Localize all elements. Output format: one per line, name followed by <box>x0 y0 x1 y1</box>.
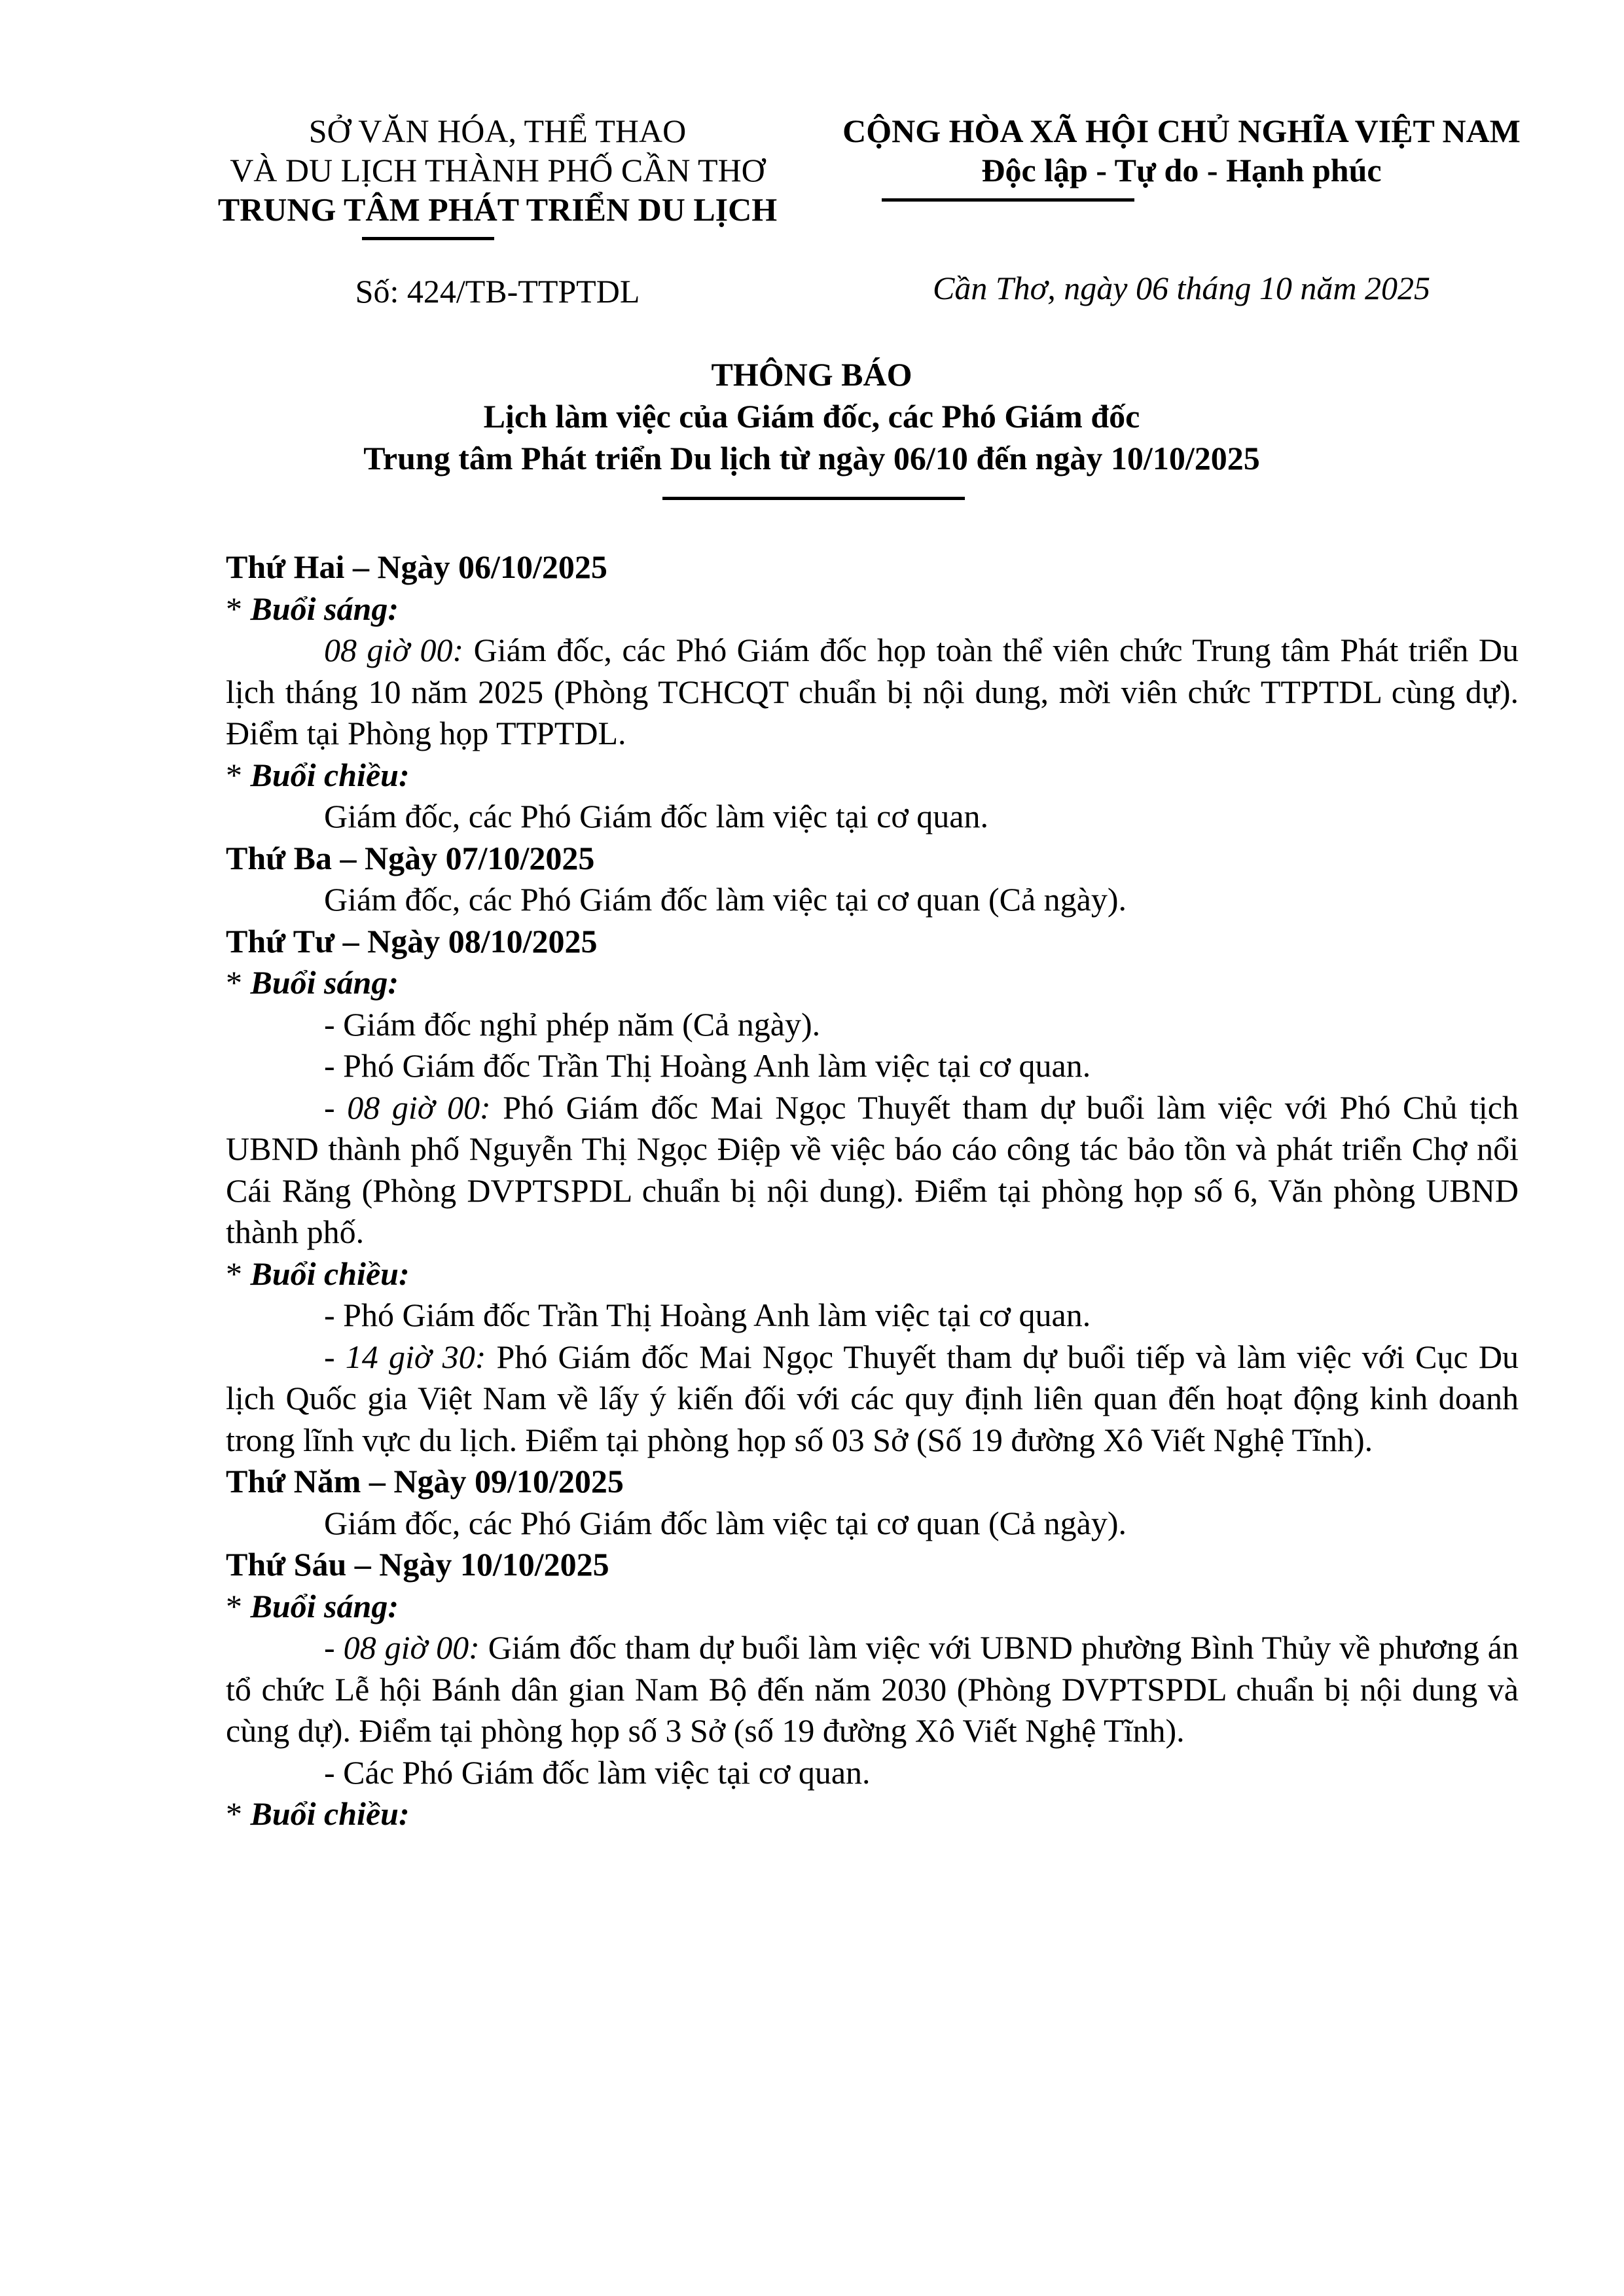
schedule-entry: - Phó Giám đốc Trần Thị Hoàng Anh làm việc tại cơ quan. <box>324 1297 1091 1333</box>
schedule-entry <box>226 630 1519 755</box>
bullet-star: * <box>226 590 242 627</box>
title-line-1: THÔNG BÁO <box>711 356 912 393</box>
schedule-body <box>226 547 1519 1835</box>
schedule-entry: Giám đốc, các Phó Giám đốc làm việc tại cơ quan (Cả ngày). <box>324 1504 1127 1541</box>
session-label: Buổi chiều: <box>250 1255 410 1292</box>
session-label: Buổi sáng: <box>250 590 399 627</box>
schedule-entry <box>226 1627 1519 1752</box>
schedule-entry: Giám đốc, các Phó Giám đốc làm việc tại cơ quan (Cả ngày). <box>324 881 1127 918</box>
agency-line-1: SỞ VĂN HÓA, THỂ THAO <box>308 113 687 149</box>
entry-text: Phó Giám đốc Mai Ngọc Thuyết tham dự buổi tiếp và làm việc với Cục Du lịch Quốc gia Việt Nam về lấy ý kiến đối với các quy định liên quan đến hoạt động kinh doanh trong lĩnh vực du lịch. Điểm tại phòng họp số 03 Sở (Số 19 đường Xô Viết Nghệ Tĩnh). <box>226 1338 1519 1458</box>
entry-time: - 08 giờ 00: <box>324 1629 480 1666</box>
schedule-entry: - Giám đốc nghỉ phép năm (Cả ngày). <box>324 1005 821 1043</box>
bullet-star: * <box>226 1795 242 1832</box>
place-date: Cần Thơ, ngày 06 tháng 10 năm 2025 <box>932 270 1431 306</box>
session-afternoon <box>226 755 1519 797</box>
session-label: Buổi chiều: <box>250 1795 410 1832</box>
day-heading-tuesday: Thứ Ba – Ngày 07/10/2025 <box>226 839 595 876</box>
bullet-star: * <box>226 1255 242 1292</box>
schedule-entry: - Phó Giám đốc Trần Thị Hoàng Anh làm việc tại cơ quan. <box>324 1047 1091 1084</box>
schedule-entry: - Các Phó Giám đốc làm việc tại cơ quan. <box>324 1753 871 1791</box>
agency-line-2: VÀ DU LỊCH THÀNH PHỐ CẦN THƠ <box>230 152 765 188</box>
agency-line-3: TRUNG TÂM PHÁT TRIỂN DU LỊCH <box>217 191 778 228</box>
schedule-entry <box>226 1336 1519 1462</box>
session-morning <box>226 1586 1519 1628</box>
title-underline <box>662 497 965 500</box>
document-title <box>196 353 1427 479</box>
title-line-3: Trung tâm Phát triển Du lịch từ ngày 06/10 đến ngày 10/10/2025 <box>363 440 1260 476</box>
entry-text: Phó Giám đốc Mai Ngọc Thuyết tham dự buổi làm việc với Phó Chủ tịch UBND thành phố Nguyễn Thị Ngọc Điệp về việc báo cáo công tác bảo tồn và phát triển Chợ nổi Cái Răng (Phòng DVPTSPDL chuẩn bị nội dung). Điểm tại phòng họp số 6, Văn phòng UBND thành phố. <box>226 1088 1519 1250</box>
title-line-2: Lịch làm việc của Giám đốc, các Phó Giám đốc <box>483 398 1140 435</box>
motto-underline <box>882 198 1134 202</box>
session-label: Buổi sáng: <box>250 1587 399 1624</box>
entry-time: 08 giờ 00: <box>324 632 464 668</box>
day-heading-friday: Thứ Sáu – Ngày 10/10/2025 <box>226 1546 609 1583</box>
session-morning <box>226 588 1519 630</box>
agency-underline <box>362 237 494 240</box>
entry-text: Giám đốc tham dự buổi làm việc với UBND phường Bình Thủy về phương án tổ chức Lễ hội Bánh dân gian Nam Bộ đến năm 2030 (Phòng DVPTSPDL chuẩn bị nội dung và cùng dự). Điểm tại phòng họp số 3 Sở (số 19 đường Xô Viết Nghệ Tĩnh). <box>226 1629 1519 1749</box>
national-header <box>821 111 1542 190</box>
nation-motto: Độc lập - Tự do - Hạnh phúc <box>981 152 1382 188</box>
entry-time: - 14 giờ 30: <box>324 1338 486 1375</box>
bullet-star: * <box>226 756 242 793</box>
day-heading-thursday: Thứ Năm – Ngày 09/10/2025 <box>226 1463 624 1499</box>
day-heading-monday: Thứ Hai – Ngày 06/10/2025 <box>226 548 607 585</box>
session-morning <box>226 962 1519 1004</box>
schedule-entry <box>226 1087 1519 1253</box>
nation-line-1: CỘNG HÒA XÃ HỘI CHỦ NGHĨA VIỆT NAM <box>842 113 1521 149</box>
session-label: Buổi chiều: <box>250 756 410 793</box>
bullet-star: * <box>226 1587 242 1624</box>
document-number: Số: 424/TB-TTPTDL <box>355 273 640 310</box>
day-heading-wednesday: Thứ Tư – Ngày 08/10/2025 <box>226 922 598 960</box>
schedule-entry: Giám đốc, các Phó Giám đốc làm việc tại cơ quan. <box>324 798 988 834</box>
entry-time: - 08 giờ 00: <box>324 1088 491 1126</box>
entry-text: Giám đốc, các Phó Giám đốc họp toàn thể viên chức Trung tâm Phát triển Du lịch tháng 10 năm 2025 (Phòng TCHCQT chuẩn bị nội dung, mời viên chức TTPTDL cùng dự). Điểm tại Phòng họp TTPTDL. <box>226 632 1519 751</box>
session-afternoon <box>226 1253 1519 1295</box>
agency-header <box>196 111 799 229</box>
bullet-star: * <box>226 964 242 1001</box>
session-label: Buổi sáng: <box>250 964 399 1001</box>
session-afternoon <box>226 1793 1519 1835</box>
